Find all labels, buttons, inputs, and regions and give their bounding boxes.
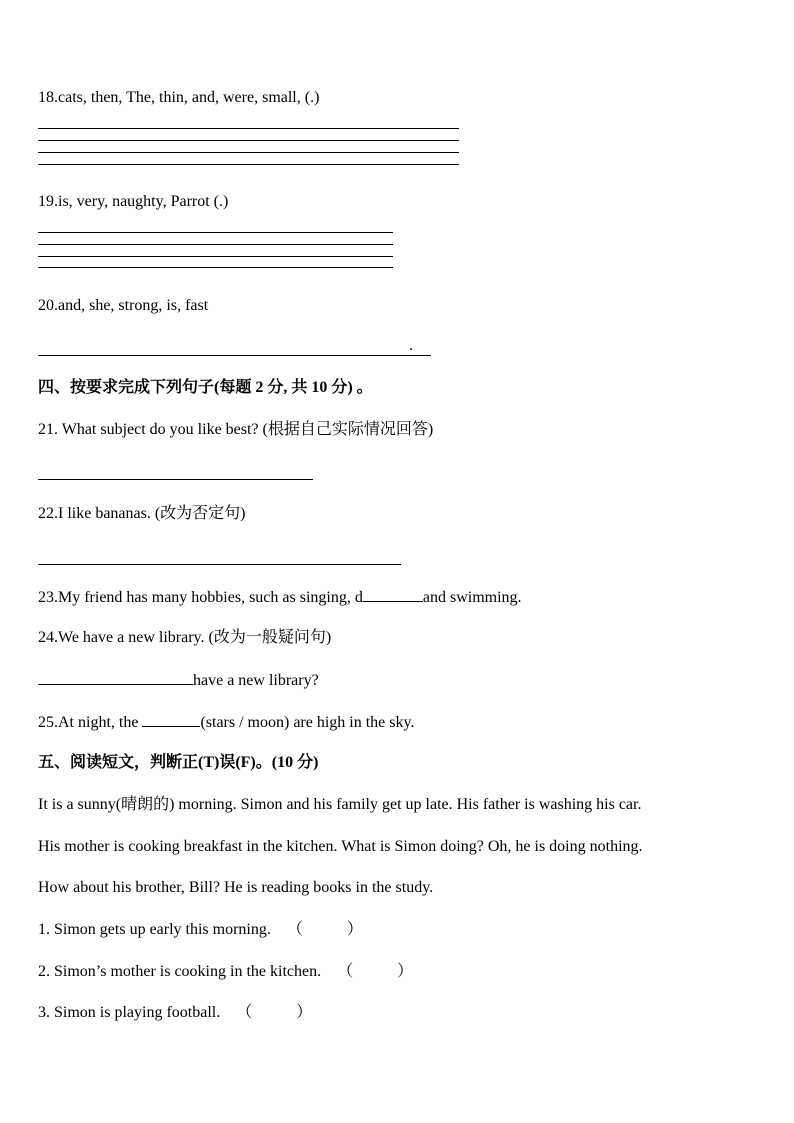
answer-line xyxy=(38,244,393,245)
question-23 xyxy=(38,587,522,608)
question-25-text: 25.At night, the xyxy=(38,714,139,731)
question-23-text: 23.My friend has many hobbies, such as singing, d xyxy=(38,589,363,606)
question-18: 18.cats, then, The, thin, and, were, small, (.) xyxy=(38,89,320,106)
answer-line xyxy=(38,232,393,233)
answer-line xyxy=(38,355,431,356)
question-23-text-end: and swimming. xyxy=(422,589,522,606)
question-21: 21. What subject do you like best? (根据自己实际情况回答) xyxy=(38,421,434,438)
answer-line xyxy=(38,267,393,268)
answer-line xyxy=(38,128,459,129)
answer-line xyxy=(38,256,393,257)
tf-item-3-text: 3. Simon is playing football. xyxy=(38,1004,221,1021)
answer-line xyxy=(38,164,459,165)
section-5-title: 五、阅读短文，判断正(T)误(F)。(10 分) xyxy=(38,754,319,771)
question-20: 20.and, she, strong, is, fast xyxy=(38,297,209,314)
fill-blank[interactable] xyxy=(142,712,200,727)
tf-item-3 xyxy=(38,1003,312,1023)
tf-item-1-text: 1. Simon gets up early this morning. xyxy=(38,921,271,938)
question-24: 24.We have a new library. (改为一般疑问句) xyxy=(38,629,332,646)
passage-line: How about his brother, Bill? He is reading books in the study. xyxy=(38,879,434,896)
fill-blank[interactable] xyxy=(363,587,423,602)
question-25-text-end: (stars / moon) are high in the sky. xyxy=(200,714,415,731)
answer-line xyxy=(38,564,401,565)
passage-line: It is a sunny(晴朗的) morning. Simon and his family get up late. His father is washing his car. xyxy=(38,796,642,813)
period-mark: . xyxy=(409,337,413,354)
answer-line-tail xyxy=(416,355,430,356)
tf-item-2-text: 2. Simon’s mother is cooking in the kitchen. xyxy=(38,963,322,980)
tf-item-2 xyxy=(38,962,413,982)
answer-line xyxy=(38,479,313,480)
question-22: 22.I like bananas. (改为否定句) xyxy=(38,505,246,522)
answer-bracket[interactable]: （ ） xyxy=(286,921,363,938)
question-24-answer xyxy=(38,670,319,691)
passage-line: His mother is cooking breakfast in the kitchen. What is Simon doing? Oh, he is doing nothing. xyxy=(38,838,643,855)
answer-line xyxy=(38,152,459,153)
section-4-title: 四、按要求完成下列句子(每题 2 分, 共 10 分) 。 xyxy=(38,379,373,396)
answer-line xyxy=(38,140,459,141)
question-24-answer-suffix: have a new library? xyxy=(193,672,319,689)
answer-bracket[interactable]: （ ） xyxy=(236,1004,313,1021)
tf-item-1 xyxy=(38,920,363,940)
question-25 xyxy=(38,712,414,733)
answer-bracket[interactable]: （ ） xyxy=(337,963,414,980)
fill-blank[interactable] xyxy=(38,670,193,685)
question-19: 19.is, very, naughty, Parrot (.) xyxy=(38,193,229,210)
